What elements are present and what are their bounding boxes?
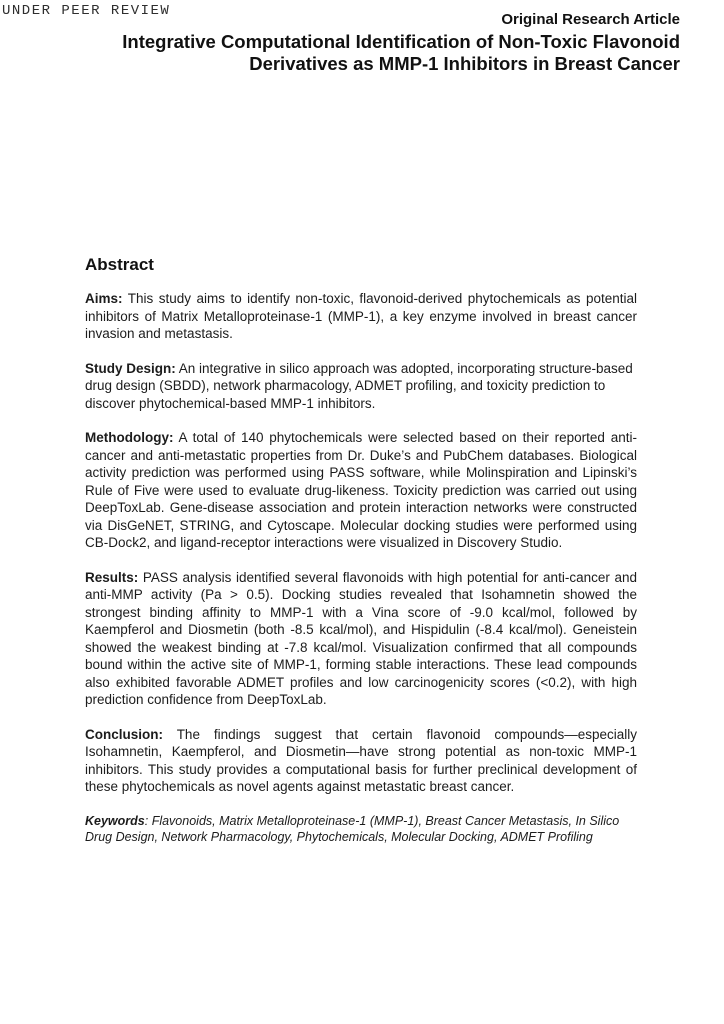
aims-label: Aims: [85, 291, 123, 306]
methodology-text: A total of 140 phytochemicals were selected based on their reported anti-cancer and anti-metastatic properties from Dr. Duke’s and PubChem databases. Biological activity prediction was performed using PASS software, while Molinspiration and Lipinski’s Rule of Five were used to evaluate drug-likeness. Toxicity prediction was carried out using DeepToxLab. Gene-disease association and protein interaction networks were constructed via DisGeNET, STRING, and Cytoscape. Molecular docking studies were performed using CB-Dock2, and ligand-receptor interactions were visualized in Discovery Studio. [85, 430, 637, 550]
paper-title-line-1: Integrative Computational Identification of Non-Toxic Flavonoid [122, 31, 680, 52]
paper-title-line-2: Derivatives as MMP-1 Inhibitors in Breast Cancer [249, 53, 680, 74]
conclusion-label: Conclusion: [85, 726, 163, 742]
abstract-section [85, 255, 637, 846]
paragraph-conclusion [85, 726, 637, 796]
keywords-label: Keywords [85, 813, 145, 828]
keywords-text: : Flavonoids, Matrix Metalloproteinase-1 (MMP-1), Breast Cancer Metastasis, In Silico Drug Design, Network Pharmacology, Phytochemicals, Molecular Docking, ADMET Profiling [85, 813, 620, 844]
paragraph-aims [85, 290, 637, 343]
header-block [122, 11, 680, 75]
results-text: PASS analysis identified several flavonoids with high potential for anti-cancer and anti-MMP activity (Pa > 0.5). Docking studies revealed that Isohamnetin showed the strongest binding affinity to MMP-1 with a Vina score of -9.0 kcal/mol, followed by Kaempferol and Diosmetin (both -8.5 kcal/mol), and Hispidulin (-8.4 kcal/mol). Geneistein showed the weakest binding at -7.8 kcal/mol. Visualization confirmed that all compounds bound within the active site of MMP-1, forming stable interactions. These lead compounds also exhibited favorable ADMET profiles and low carcinogenicity scores (<0.2), with high prediction confidence from DeepToxLab. [85, 569, 637, 707]
peer-review-watermark: UNDER PEER REVIEW [2, 3, 171, 19]
paper-title [122, 31, 680, 75]
aims-text: This study aims to identify non-toxic, flavonoid-derived phytochemicals as potential inhibitors of Matrix Metalloproteinase-1 (MMP-1), a key enzyme involved in breast cancer invasion and metastasis. [85, 291, 637, 341]
conclusion-text: The findings suggest that certain flavonoid compounds—especially Isohamnetin, Kaempferol, and Diosmetin—have strong potential as non-toxic MMP-1 inhibitors. This study provides a computational basis for further preclinical development of these phytochemicals as novel agents against metastatic breast cancer. [85, 726, 637, 794]
study-design-label: Study Design: [85, 360, 176, 376]
abstract-heading: Abstract [85, 255, 154, 274]
paragraph-methodology [85, 429, 637, 552]
methodology-label: Methodology: [85, 430, 174, 445]
article-type-label: Original Research Article [501, 11, 680, 28]
paragraph-study-design [85, 360, 637, 413]
study-design-text: An integrative in silico approach was adopted, incorporating structure-based drug design (SBDD), network pharmacology, ADMET profiling, and toxicity prediction to discover phytochemical-based MMP-1 inhibitors. [85, 360, 633, 411]
results-label: Results: [85, 569, 139, 585]
paragraph-keywords [85, 813, 637, 846]
paragraph-results [85, 569, 637, 709]
